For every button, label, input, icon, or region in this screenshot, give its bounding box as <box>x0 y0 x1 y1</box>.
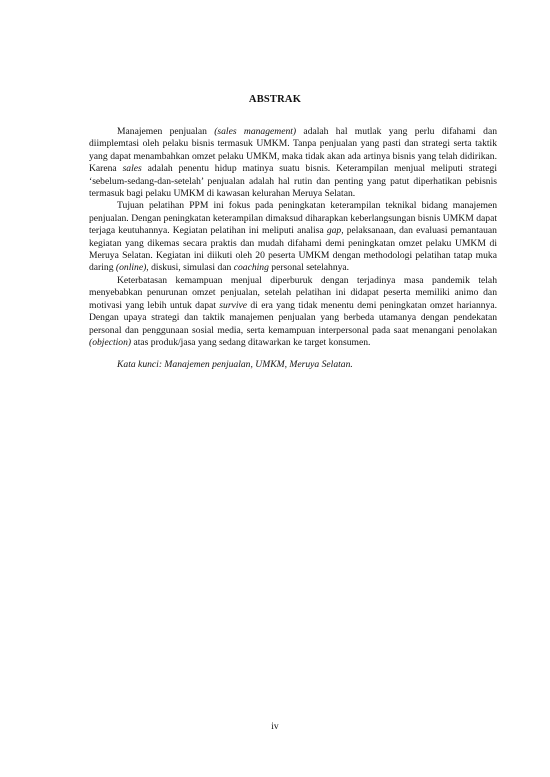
text-run: atas produk/jasa yang sedang ditawarkan ke target konsumen. <box>131 336 371 348</box>
italic-term: (objection) <box>89 336 132 348</box>
abstract-body <box>89 126 497 372</box>
abstract-paragraph-3 <box>89 275 497 349</box>
abstract-title: ABSTRAK <box>248 94 302 105</box>
italic-term: gap, <box>326 225 344 237</box>
text-run: Manajemen penjualan <box>117 126 215 137</box>
text-run: pelaksanaan, dan evaluasi pemantauan kegiatan yang dikemas secara praktis dan mudah difahami demi peningkatan omzet pelaku UMKM di Meruya Selatan. Kegiatan ini diikuti oleh 20 peserta UMKM dengan methodologi pelatihan tatap muka daring <box>89 225 497 274</box>
italic-term: coaching <box>233 262 269 274</box>
italic-term: (sales management) <box>214 126 297 137</box>
text-run: adalah penentu hidup matinya suatu bisnis. Keterampilan menjual meliputi strategi ‘sebelum-sedang-dan-setelah’ penjualan adalah hal rutin dan penting yang patut diperhatikan pebisnis termasuk bagi pelaku UMKM di kawasan kelurahan Meruya Selatan. <box>89 163 498 200</box>
keywords-line: Kata kunci: Manajemen penjualan, UMKM, Meruya Selatan. <box>117 359 353 371</box>
italic-term: sales <box>122 163 142 175</box>
abstract-paragraph-2 <box>89 200 497 274</box>
abstract-paragraph-1 <box>89 126 497 200</box>
italic-term: (online), <box>115 262 149 274</box>
text-run: personal setelahnya. <box>268 262 350 274</box>
page-number: iv <box>271 722 279 732</box>
italic-term: survive <box>219 299 248 311</box>
text-run: diskusi, simulasi dan <box>148 262 234 274</box>
text-run: Tujuan pelatihan PPM ini fokus pada peningkatan keterampilan teknikal bidang manajemen penjualan. Dengan peningkatan keterampilan dimaksud diharapkan keberlangsungan bisnis UMKM dapat terjaga keutuhannya. Kegiatan pelatihan ini meliputi analisa <box>89 200 497 237</box>
text-run: adalah hal mutlak yang perlu difahami dan diimplemtasi oleh pelaku bisnis termasuk UMKM. Tanpa penjualan yang pasti dan strategi serta taktik yang dapat menambahkan omzet pelaku UMKM, maka tidak akan ada artinya bisnis yang telah didirikan. Karena <box>89 126 498 175</box>
text-run: di era yang tidak menentu demi peningkatan omzet hariannya. Dengan upaya strategi dan taktik manajemen penjualan yang berbeda utamanya dengan pendekatan personal dan penggunaan sosial media, serta kemampuan interpersonal pada saat menangani penolakan <box>89 299 498 336</box>
text-run: Keterbatasan kemampuan menjual diperburuk dengan terjadinya masa pandemik telah menyebabkan penurunan omzet penjualan, setelah pelatihan ini didapat peserta memiliki animo dan motivasi yang lebih untuk dapat <box>89 274 497 311</box>
